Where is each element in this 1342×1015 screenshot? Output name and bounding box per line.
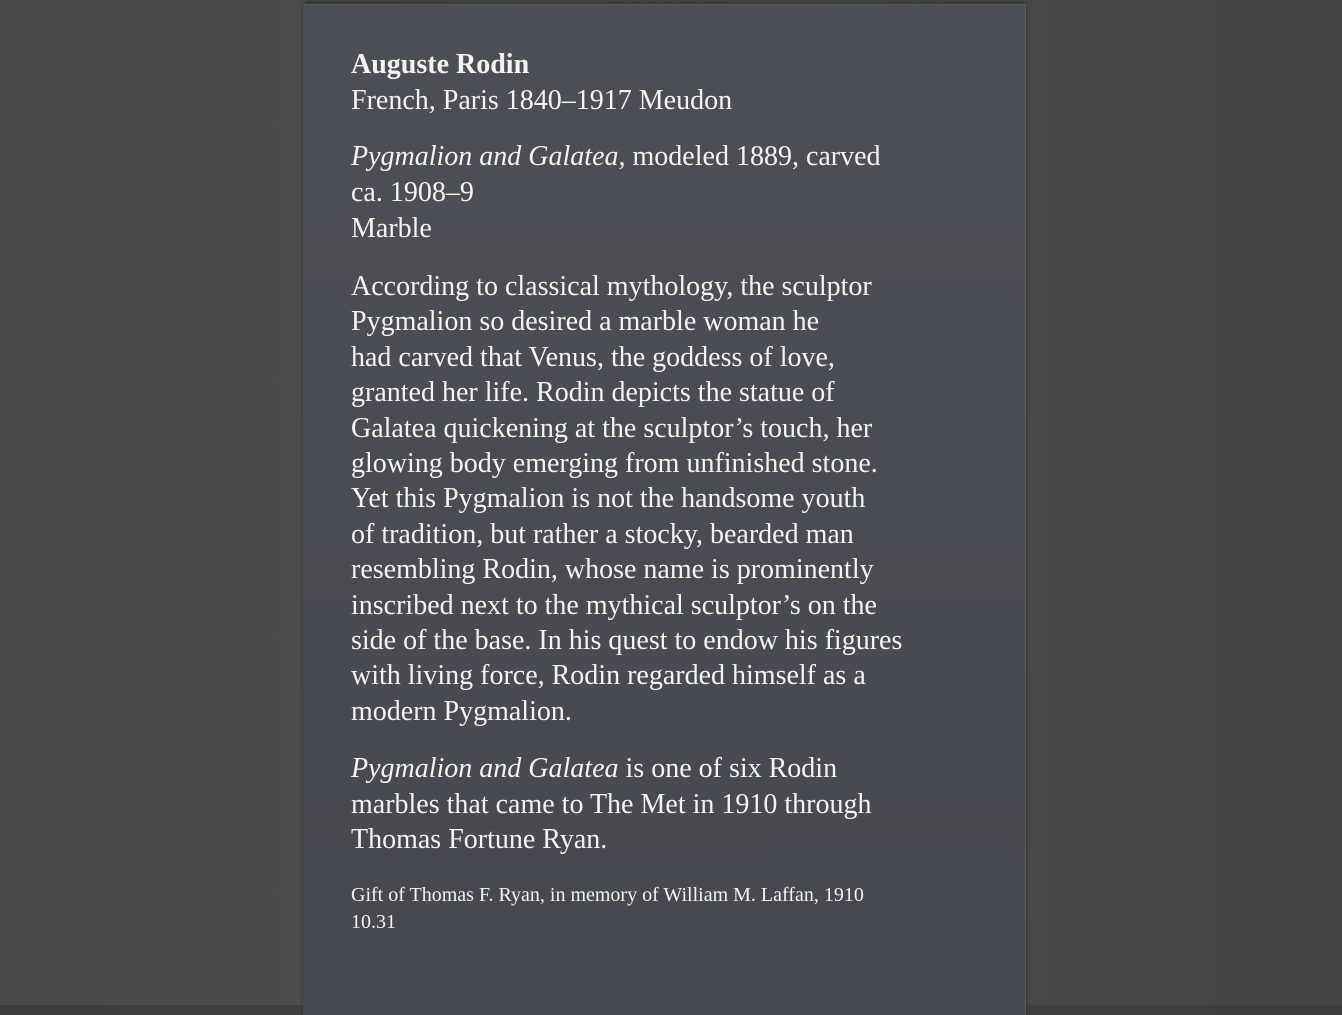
provenance-line: marbles that came to The Met in 1910 through — [351, 788, 872, 820]
description-line: glowing body emerging from unfinished stone. — [351, 448, 878, 480]
label-text-block — [351, 47, 991, 936]
description-line: of tradition, but rather a stocky, bearded man — [351, 518, 854, 550]
provenance-text — [351, 751, 991, 857]
description-line: Yet this Pygmalion is not the handsome youth — [351, 483, 866, 515]
gallery-wall-left — [0, 0, 305, 1005]
provenance-line1-rest: is one of six Rodin — [618, 753, 838, 785]
description-line: had carved that Venus, the goddess of love, — [351, 341, 835, 373]
gallery-wall-right — [1024, 0, 1342, 1005]
artwork-medium: Marble — [351, 213, 432, 244]
credit-line-block — [351, 882, 991, 936]
description-line: Pygmalion so desired a marble woman he — [351, 306, 820, 338]
description-line: resembling Rodin, whose name is prominently — [351, 554, 874, 586]
artwork-date-part2: ca. 1908–9 — [351, 177, 474, 208]
provenance-line: Thomas Fortune Ryan. — [351, 824, 608, 856]
artwork-info — [351, 139, 991, 247]
artwork-date-part1: , modeled 1889, carved — [618, 141, 881, 172]
description-line: inscribed next to the mythical sculptor’s on the — [351, 589, 877, 621]
artist-bio: French, Paris 1840–1917 Meudon — [351, 85, 733, 116]
artwork-title-line — [351, 139, 991, 175]
provenance-line — [351, 751, 991, 786]
description-line: According to classical mythology, the sculptor — [351, 271, 872, 302]
description-line: with living force, Rodin regarded himself as a — [351, 660, 866, 692]
accession-number: 10.31 — [351, 910, 396, 933]
credit-line: Gift of Thomas F. Ryan, in memory of William M. Laffan, 1910 — [351, 883, 864, 906]
description-line: Galatea quickening at the sculptor’s touch, her — [351, 412, 873, 444]
artwork-description — [351, 269, 991, 729]
artwork-title: Pygmalion and Galatea — [351, 141, 619, 172]
description-line: granted her life. Rodin depicts the statue of — [351, 377, 835, 409]
artist-name: Auguste Rodin — [351, 49, 530, 80]
description-line: modern Pygmalion. — [351, 695, 572, 727]
provenance-artwork-title: Pygmalion and Galatea — [351, 753, 619, 785]
description-line: side of the base. In his quest to endow his figures — [351, 625, 903, 657]
museum-wall-label — [303, 4, 1026, 1015]
